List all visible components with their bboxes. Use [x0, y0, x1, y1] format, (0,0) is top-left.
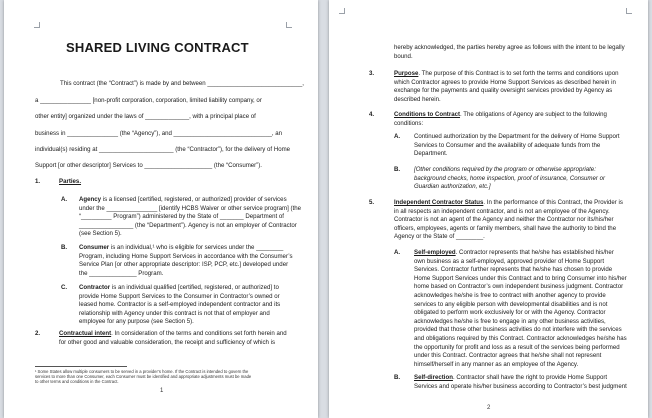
- paragraph-line: in all respects an independent contractor, and is not an employee of the Agency.: [394, 207, 610, 215]
- paragraph-line: ________________ (the “Department”). Agency is not an employer of Contractor: [79, 221, 297, 229]
- self-employed-paragraph: [414, 249, 614, 258]
- paragraph-line: home based on Contractor’s own independent business judgment. Contractor: [414, 283, 624, 291]
- defined-term: Agency: [79, 196, 102, 203]
- item-letter: A.: [61, 196, 68, 203]
- paragraph-line: the ______________ Program.: [79, 269, 164, 277]
- defined-term: Consumer: [79, 244, 110, 251]
- intro-line: a _______________ [non-profit corporation, corporation, limited liability company, or: [35, 97, 262, 104]
- section-heading: Purpose: [394, 70, 419, 77]
- paragraph-line: services to any eligible person with developmental disabilities and is not: [414, 300, 608, 308]
- self-direction-paragraph: [414, 374, 607, 383]
- section-heading: Contractual intent: [59, 330, 112, 337]
- paragraph-line: background checks, home inspection, proof of insurance, Consumer or: [414, 174, 606, 182]
- paragraph-line: Services. Contractor further represents that he/she has chosen to provide: [414, 266, 613, 274]
- paragraph-line: Program, including Home Support Services in accordance with the Consumer’s: [79, 252, 293, 260]
- paragraph-line: acknowledges he/she is free to engage in any other business activities,: [414, 317, 606, 325]
- intro-line: other entity] organized under the laws of _____________, with a principal place of: [35, 113, 256, 120]
- item-letter: B.: [394, 374, 401, 381]
- paragraph-line: Agency or the State of ________.: [394, 233, 485, 241]
- section-number: 2.: [35, 330, 41, 337]
- footnote-line: services to more than one Consumer, each Consumer must be identified and appropriate adjustments must be made: [35, 374, 252, 380]
- paragraph-line: is a licensed [certified, registered, or authorized] provider of services: [101, 196, 287, 203]
- paragraph-line: exchange for the payments and quality oversight services provided by Agency as: [394, 87, 613, 95]
- section-number: 1.: [35, 178, 41, 185]
- corner-mark: [286, 22, 292, 28]
- section-number: 4.: [369, 111, 375, 118]
- paragraph-line: conditions:: [394, 119, 424, 127]
- paragraph-line: the opportunity for profit and loss as a result of the services being performed: [414, 343, 620, 351]
- paragraph-line: own business as a self-employed, approved provider of Home Support: [414, 257, 605, 265]
- paragraph-line: Continued authorization by the Department for the delivery of Home Support: [414, 133, 620, 140]
- paragraph-line: and obligations required by this Contract. Contractor acknowledges he/she has: [414, 335, 627, 342]
- paragraph-line: leased home. Contractor is a self-employed independent contractor and its: [79, 301, 281, 309]
- section-number: 5.: [369, 199, 375, 206]
- purpose-paragraph: [394, 70, 618, 79]
- independent-contractor-paragraph: [394, 199, 623, 208]
- paragraph-line: obligated to perform work exclusively for or with the Agency. Contractor: [414, 309, 606, 317]
- paragraph-line: Guardian authorization, etc.]: [414, 183, 491, 191]
- section-heading: Self-direction: [414, 374, 453, 381]
- contractor-paragraph: [79, 284, 279, 293]
- document-page-1: [4, 0, 318, 418]
- conditions-paragraph: [394, 111, 607, 120]
- paragraph-line: Services and operate his/her business according to Contractor’s best judgment: [414, 382, 627, 390]
- intro-line: business in _______________ (the “Agency”), and _____________________________, an: [35, 130, 283, 137]
- paragraph-line: . In consideration of the terms and conditions set forth herein and: [111, 330, 287, 337]
- section-number: 3.: [369, 70, 375, 77]
- paragraph-line: is an individual,¹ who is eligible for services under the ________: [109, 244, 284, 251]
- paragraph-line: Contractor is not an agent of the Agency and neither the Contractor nor its/his/her: [394, 216, 614, 224]
- paragraph-line: . The obligations of Agency are subject to the following: [460, 111, 607, 118]
- item-letter: C.: [61, 284, 68, 291]
- paragraph-line: . Contractor shall have the right to provide Home Support: [452, 374, 608, 381]
- intro-line: Support [or other descriptor] Services to ____________________ (the “Consumer”).: [35, 162, 262, 169]
- paragraph-line: under this Contract. Contractor agrees that he/she shall not represent: [414, 352, 602, 360]
- paragraph-line: “_________ Program”) administered by the State of _______ Department of: [79, 213, 284, 221]
- item-letter: A.: [394, 133, 401, 140]
- paragraph-line: . The purpose of this Contract is to set forth the terms and conditions upon: [418, 70, 619, 77]
- item-letter: A.: [394, 249, 401, 256]
- paragraph-line: Department.: [414, 150, 448, 158]
- item-letter: B.: [394, 166, 401, 173]
- paragraph-line: himself/herself in any manner as an employee of the Agency.: [414, 360, 579, 368]
- section-heading: Parties.: [59, 178, 82, 185]
- agency-paragraph: [79, 196, 287, 205]
- corner-mark: [34, 22, 40, 28]
- section-heading: Independent Contractor Status: [394, 199, 484, 206]
- paragraph-line: employee for any purpose (see Section 5).: [79, 318, 194, 326]
- paragraph-line: . Contractor represents that he/she has established his/her: [455, 249, 614, 256]
- paragraph-line: [Other conditions required by the program or otherwise appropriate:: [414, 166, 596, 173]
- page-number: 2: [487, 405, 491, 411]
- footnote-line: to other terms and conditions in the Contract.: [35, 379, 119, 385]
- corner-mark: [626, 8, 632, 14]
- page-number: 1: [160, 388, 164, 394]
- document-title: SHARED LIVING CONTRACT: [66, 40, 249, 55]
- paragraph-line: Home Support Services under this Contract and to bring Consumer into his/her: [414, 274, 627, 282]
- paragraph-line: officers, employees, agents or family members, shall have the authority to bind the: [394, 224, 617, 232]
- corner-mark: [339, 8, 345, 14]
- section-heading: Self-employed: [414, 249, 456, 256]
- paragraph-line: for other good and valuable consideration, the receipt and sufficiency of which is: [59, 338, 276, 346]
- footnote-line: ¹ Some States allow multiple consumers to be served in a provider’s home. If the Contract is intended to govern the: [35, 369, 249, 374]
- paragraph-line: Service Plan [or other appropriate descriptor: ISP, PCP, etc.] developed under: [79, 261, 289, 269]
- paragraph-line: provide Home Support Services to the Consumer in Contractor’s owned or: [79, 292, 280, 300]
- paragraph-line: relationship with Agency under this contract is not that of employer and: [79, 309, 270, 317]
- defined-term: Contractor: [79, 284, 111, 291]
- paragraph-line: provided that those other business activities do not interfere with the services: [414, 326, 622, 334]
- intro-line: individual(s) residing at ______________________ (the “Contractor”), for the delivery of Home: [35, 146, 291, 153]
- contractual-intent-paragraph: [59, 330, 287, 339]
- footnote-separator: [35, 366, 127, 367]
- section-heading: Conditions to Contract: [394, 111, 461, 118]
- paragraph-line: . In the performance of this Contract, the Provider is: [483, 199, 623, 206]
- paragraph-line: bound.: [394, 52, 413, 60]
- paragraph-line: which Contractor agrees to provide Home Support Services as described herein in: [394, 78, 616, 86]
- paragraph-line: described herein.: [394, 95, 441, 103]
- paragraph-line: (see Section 5).: [79, 230, 122, 238]
- paragraph-line: under the _______________ [identify HCBS Waiver or other service program] (the: [79, 204, 301, 212]
- document-page-2: [329, 0, 648, 418]
- consumer-paragraph: [79, 244, 283, 253]
- item-letter: B.: [61, 244, 68, 251]
- paragraph-line: acknowledges he/she is free to contract with another agency to provide: [414, 292, 606, 299]
- paragraph-line: hereby acknowledged, the parties hereby agree as follows with the intent to be legally: [394, 44, 625, 51]
- intro-line: This contract (the “Contract”) is made by and between ____________________________,: [60, 80, 304, 87]
- paragraph-line: Services to Consumer and the availability of adequate funds from the: [414, 141, 601, 149]
- paragraph-line: is an individual qualified [certified, registered, or authorized] to: [110, 284, 279, 291]
